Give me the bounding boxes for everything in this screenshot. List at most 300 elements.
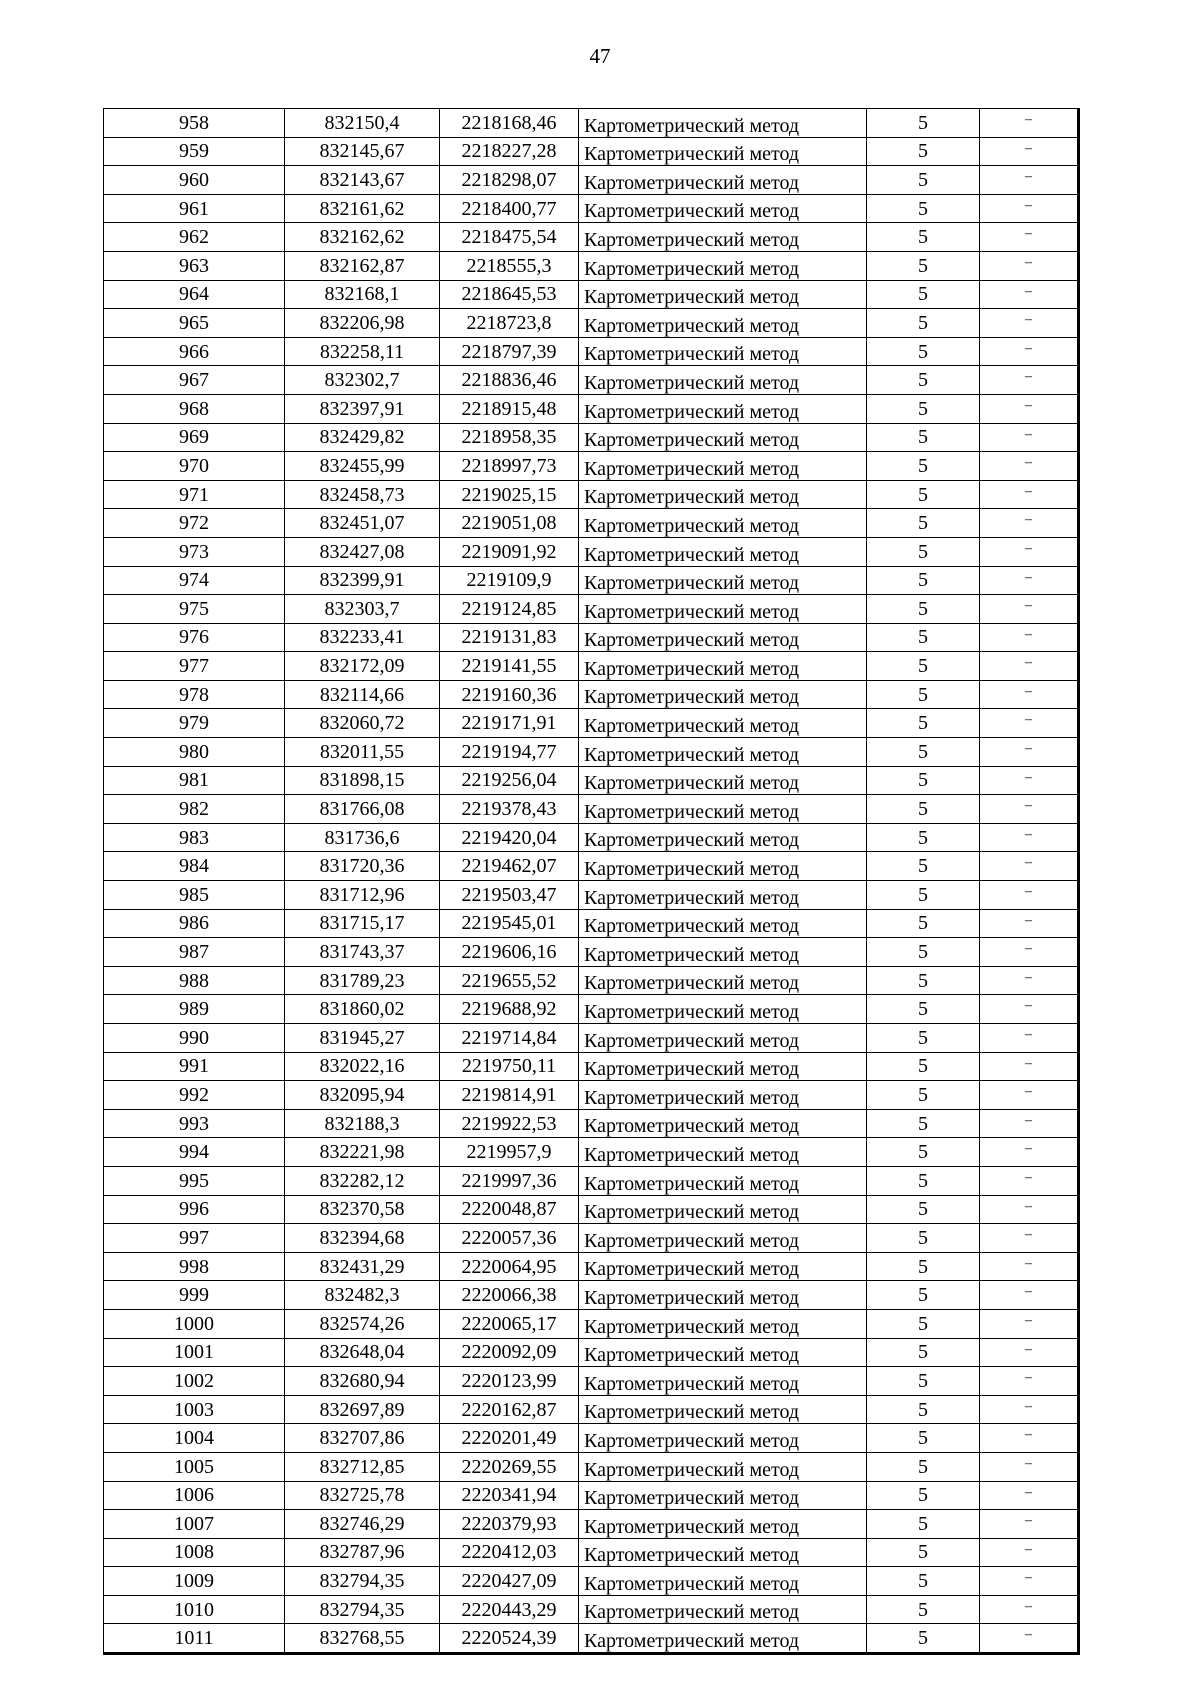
point-number-cell: 973	[104, 537, 285, 566]
method-cell: Картометрический метод	[579, 1309, 867, 1338]
y-coordinate-cell: 2218227,28	[440, 137, 579, 166]
precision-cell: 5	[867, 537, 980, 566]
y-coordinate-cell: 2219171,91	[440, 709, 579, 738]
description-cell: –	[980, 337, 1079, 366]
method-cell: Картометрический метод	[579, 337, 867, 366]
y-coordinate-cell: 2219462,07	[440, 852, 579, 881]
y-coordinate-cell: 2219750,11	[440, 1052, 579, 1081]
table-row	[104, 1595, 1079, 1624]
description-cell: –	[980, 995, 1079, 1024]
description-cell: –	[980, 1081, 1079, 1110]
method-cell: Картометрический метод	[579, 795, 867, 824]
point-number-cell: 1003	[104, 1395, 285, 1424]
y-coordinate-cell: 2219922,53	[440, 1109, 579, 1138]
precision-cell: 5	[867, 1052, 980, 1081]
y-coordinate-cell: 2220524,39	[440, 1624, 579, 1654]
y-coordinate-cell: 2219606,16	[440, 938, 579, 967]
precision-cell: 5	[867, 595, 980, 624]
table-row	[104, 1052, 1079, 1081]
table-row	[104, 881, 1079, 910]
point-number-cell: 988	[104, 966, 285, 995]
method-cell: Картометрический метод	[579, 738, 867, 767]
description-cell: –	[980, 652, 1079, 681]
point-number-cell: 1007	[104, 1510, 285, 1539]
point-number-cell: 982	[104, 795, 285, 824]
point-number-cell: 998	[104, 1252, 285, 1281]
x-coordinate-cell: 832011,55	[285, 738, 440, 767]
x-coordinate-cell: 832429,82	[285, 423, 440, 452]
method-cell: Картометрический метод	[579, 1195, 867, 1224]
point-number-cell: 958	[104, 109, 285, 138]
description-cell: –	[980, 1595, 1079, 1624]
precision-cell: 5	[867, 1138, 980, 1167]
y-coordinate-cell: 2220065,17	[440, 1309, 579, 1338]
precision-cell: 5	[867, 909, 980, 938]
description-cell: –	[980, 309, 1079, 338]
table-row	[104, 995, 1079, 1024]
table-row	[104, 766, 1079, 795]
description-cell: –	[980, 194, 1079, 223]
x-coordinate-cell: 831945,27	[285, 1024, 440, 1053]
table-row	[104, 394, 1079, 423]
precision-cell: 5	[867, 1195, 980, 1224]
method-cell: Картометрический метод	[579, 1338, 867, 1367]
y-coordinate-cell: 2219957,9	[440, 1138, 579, 1167]
description-cell: –	[980, 1481, 1079, 1510]
method-cell: Картометрический метод	[579, 280, 867, 309]
y-coordinate-cell: 2218997,73	[440, 452, 579, 481]
x-coordinate-cell: 831789,23	[285, 966, 440, 995]
method-cell: Картометрический метод	[579, 480, 867, 509]
x-coordinate-cell: 832161,62	[285, 194, 440, 223]
table-row	[104, 1538, 1079, 1567]
point-number-cell: 974	[104, 566, 285, 595]
method-cell: Картометрический метод	[579, 194, 867, 223]
precision-cell: 5	[867, 452, 980, 481]
precision-cell: 5	[867, 166, 980, 195]
point-number-cell: 996	[104, 1195, 285, 1224]
description-cell: –	[980, 1395, 1079, 1424]
point-number-cell: 969	[104, 423, 285, 452]
y-coordinate-cell: 2219124,85	[440, 595, 579, 624]
description-cell: –	[980, 852, 1079, 881]
x-coordinate-cell: 832399,91	[285, 566, 440, 595]
page-number: 47	[589, 44, 611, 68]
table-row	[104, 1195, 1079, 1224]
y-coordinate-cell: 2219194,77	[440, 738, 579, 767]
method-cell: Картометрический метод	[579, 1452, 867, 1481]
table-row	[104, 423, 1079, 452]
x-coordinate-cell: 832712,85	[285, 1452, 440, 1481]
method-cell: Картометрический метод	[579, 938, 867, 967]
x-coordinate-cell: 831860,02	[285, 995, 440, 1024]
point-number-cell: 984	[104, 852, 285, 881]
table-row	[104, 680, 1079, 709]
method-cell: Картометрический метод	[579, 766, 867, 795]
description-cell: –	[980, 1281, 1079, 1310]
x-coordinate-cell: 832206,98	[285, 309, 440, 338]
point-number-cell: 959	[104, 137, 285, 166]
table-row	[104, 1109, 1079, 1138]
table-row	[104, 1224, 1079, 1253]
precision-cell: 5	[867, 1224, 980, 1253]
table-row	[104, 566, 1079, 595]
point-number-cell: 977	[104, 652, 285, 681]
x-coordinate-cell: 832397,91	[285, 394, 440, 423]
table-row	[104, 137, 1079, 166]
method-cell: Картометрический метод	[579, 1624, 867, 1654]
y-coordinate-cell: 2219545,01	[440, 909, 579, 938]
table-row	[104, 1567, 1079, 1596]
method-cell: Картометрический метод	[579, 452, 867, 481]
point-number-cell: 962	[104, 223, 285, 252]
y-coordinate-cell: 2219141,55	[440, 652, 579, 681]
precision-cell: 5	[867, 309, 980, 338]
precision-cell: 5	[867, 795, 980, 824]
y-coordinate-cell: 2220379,93	[440, 1510, 579, 1539]
point-number-cell: 991	[104, 1052, 285, 1081]
table-row	[104, 1024, 1079, 1053]
x-coordinate-cell: 832162,87	[285, 251, 440, 280]
x-coordinate-cell: 832794,35	[285, 1595, 440, 1624]
precision-cell: 5	[867, 194, 980, 223]
description-cell: –	[980, 1166, 1079, 1195]
table-row	[104, 595, 1079, 624]
precision-cell: 5	[867, 394, 980, 423]
method-cell: Картометрический метод	[579, 166, 867, 195]
table-row	[104, 1481, 1079, 1510]
y-coordinate-cell: 2218475,54	[440, 223, 579, 252]
y-coordinate-cell: 2220092,09	[440, 1338, 579, 1367]
precision-cell: 5	[867, 223, 980, 252]
table-row	[104, 1424, 1079, 1453]
method-cell: Картометрический метод	[579, 537, 867, 566]
x-coordinate-cell: 832302,7	[285, 366, 440, 395]
x-coordinate-cell: 832482,3	[285, 1281, 440, 1310]
table-row	[104, 1452, 1079, 1481]
description-cell: –	[980, 938, 1079, 967]
x-coordinate-cell: 832648,04	[285, 1338, 440, 1367]
description-cell: –	[980, 795, 1079, 824]
precision-cell: 5	[867, 680, 980, 709]
point-number-cell: 960	[104, 166, 285, 195]
precision-cell: 5	[867, 1395, 980, 1424]
description-cell: –	[980, 109, 1079, 138]
method-cell: Картометрический метод	[579, 595, 867, 624]
x-coordinate-cell: 832427,08	[285, 537, 440, 566]
point-number-cell: 1010	[104, 1595, 285, 1624]
y-coordinate-cell: 2218168,46	[440, 109, 579, 138]
point-number-cell: 970	[104, 452, 285, 481]
precision-cell: 5	[867, 1081, 980, 1110]
y-coordinate-cell: 2219091,92	[440, 537, 579, 566]
precision-cell: 5	[867, 1367, 980, 1396]
point-number-cell: 990	[104, 1024, 285, 1053]
point-number-cell: 1002	[104, 1367, 285, 1396]
method-cell: Картометрический метод	[579, 1510, 867, 1539]
table-row	[104, 537, 1079, 566]
description-cell: –	[980, 452, 1079, 481]
description-cell: –	[980, 1138, 1079, 1167]
method-cell: Картометрический метод	[579, 1052, 867, 1081]
description-cell: –	[980, 1252, 1079, 1281]
description-cell: –	[980, 480, 1079, 509]
table-row	[104, 280, 1079, 309]
method-cell: Картометрический метод	[579, 137, 867, 166]
description-cell: –	[980, 566, 1079, 595]
table-row	[104, 909, 1079, 938]
y-coordinate-cell: 2219503,47	[440, 881, 579, 910]
description-cell: –	[980, 1195, 1079, 1224]
y-coordinate-cell: 2218645,53	[440, 280, 579, 309]
table-row	[104, 166, 1079, 195]
description-cell: –	[980, 423, 1079, 452]
coordinates-table	[103, 108, 1080, 1655]
description-cell: –	[980, 166, 1079, 195]
y-coordinate-cell: 2218797,39	[440, 337, 579, 366]
y-coordinate-cell: 2219109,9	[440, 566, 579, 595]
method-cell: Картометрический метод	[579, 623, 867, 652]
method-cell: Картометрический метод	[579, 1281, 867, 1310]
precision-cell: 5	[867, 709, 980, 738]
precision-cell: 5	[867, 652, 980, 681]
precision-cell: 5	[867, 251, 980, 280]
y-coordinate-cell: 2218958,35	[440, 423, 579, 452]
x-coordinate-cell: 832162,62	[285, 223, 440, 252]
precision-cell: 5	[867, 1252, 980, 1281]
precision-cell: 5	[867, 1567, 980, 1596]
method-cell: Картометрический метод	[579, 309, 867, 338]
precision-cell: 5	[867, 509, 980, 538]
method-cell: Картометрический метод	[579, 1081, 867, 1110]
y-coordinate-cell: 2220066,38	[440, 1281, 579, 1310]
y-coordinate-cell: 2218836,46	[440, 366, 579, 395]
point-number-cell: 994	[104, 1138, 285, 1167]
precision-cell: 5	[867, 1166, 980, 1195]
precision-cell: 5	[867, 337, 980, 366]
y-coordinate-cell: 2219051,08	[440, 509, 579, 538]
x-coordinate-cell: 832768,55	[285, 1624, 440, 1654]
x-coordinate-cell: 832455,99	[285, 452, 440, 481]
point-number-cell: 992	[104, 1081, 285, 1110]
precision-cell: 5	[867, 1024, 980, 1053]
description-cell: –	[980, 366, 1079, 395]
description-cell: –	[980, 1624, 1079, 1654]
y-coordinate-cell: 2219814,91	[440, 1081, 579, 1110]
x-coordinate-cell: 832794,35	[285, 1567, 440, 1596]
point-number-cell: 976	[104, 623, 285, 652]
description-cell: –	[980, 909, 1079, 938]
description-cell: –	[980, 738, 1079, 767]
point-number-cell: 981	[104, 766, 285, 795]
description-cell: –	[980, 280, 1079, 309]
precision-cell: 5	[867, 852, 980, 881]
description-cell: –	[980, 394, 1079, 423]
method-cell: Картометрический метод	[579, 1538, 867, 1567]
table-row	[104, 251, 1079, 280]
table-row	[104, 1309, 1079, 1338]
point-number-cell: 1001	[104, 1338, 285, 1367]
y-coordinate-cell: 2220427,09	[440, 1567, 579, 1596]
x-coordinate-cell: 832095,94	[285, 1081, 440, 1110]
precision-cell: 5	[867, 1538, 980, 1567]
point-number-cell: 972	[104, 509, 285, 538]
y-coordinate-cell: 2218915,48	[440, 394, 579, 423]
x-coordinate-cell: 832303,7	[285, 595, 440, 624]
precision-cell: 5	[867, 1510, 980, 1539]
table-row	[104, 709, 1079, 738]
method-cell: Картометрический метод	[579, 1138, 867, 1167]
point-number-cell: 968	[104, 394, 285, 423]
method-cell: Картометрический метод	[579, 966, 867, 995]
precision-cell: 5	[867, 480, 980, 509]
method-cell: Картометрический метод	[579, 1367, 867, 1396]
point-number-cell: 965	[104, 309, 285, 338]
x-coordinate-cell: 832282,12	[285, 1166, 440, 1195]
precision-cell: 5	[867, 966, 980, 995]
table-body	[104, 109, 1079, 1654]
point-number-cell: 983	[104, 823, 285, 852]
method-cell: Картометрический метод	[579, 223, 867, 252]
x-coordinate-cell: 831766,08	[285, 795, 440, 824]
description-cell: –	[980, 1367, 1079, 1396]
method-cell: Картометрический метод	[579, 394, 867, 423]
method-cell: Картометрический метод	[579, 1024, 867, 1053]
precision-cell: 5	[867, 1338, 980, 1367]
x-coordinate-cell: 832680,94	[285, 1367, 440, 1396]
method-cell: Картометрический метод	[579, 881, 867, 910]
description-cell: –	[980, 766, 1079, 795]
precision-cell: 5	[867, 1624, 980, 1654]
table-row	[104, 1081, 1079, 1110]
table-row	[104, 366, 1079, 395]
point-number-cell: 999	[104, 1281, 285, 1310]
precision-cell: 5	[867, 1452, 980, 1481]
description-cell: –	[980, 966, 1079, 995]
x-coordinate-cell: 832221,98	[285, 1138, 440, 1167]
method-cell: Картометрический метод	[579, 709, 867, 738]
x-coordinate-cell: 832746,29	[285, 1510, 440, 1539]
table-row	[104, 480, 1079, 509]
table-row	[104, 452, 1079, 481]
description-cell: –	[980, 623, 1079, 652]
y-coordinate-cell: 2220412,03	[440, 1538, 579, 1567]
point-number-cell: 1011	[104, 1624, 285, 1654]
precision-cell: 5	[867, 1109, 980, 1138]
point-number-cell: 980	[104, 738, 285, 767]
description-cell: –	[980, 881, 1079, 910]
point-number-cell: 985	[104, 881, 285, 910]
point-number-cell: 997	[104, 1224, 285, 1253]
point-number-cell: 1008	[104, 1538, 285, 1567]
x-coordinate-cell: 832451,07	[285, 509, 440, 538]
point-number-cell: 964	[104, 280, 285, 309]
description-cell: –	[980, 1567, 1079, 1596]
y-coordinate-cell: 2219655,52	[440, 966, 579, 995]
precision-cell: 5	[867, 1309, 980, 1338]
table-row	[104, 938, 1079, 967]
y-coordinate-cell: 2220341,94	[440, 1481, 579, 1510]
description-cell: –	[980, 537, 1079, 566]
table-row	[104, 738, 1079, 767]
y-coordinate-cell: 2219160,36	[440, 680, 579, 709]
method-cell: Картометрический метод	[579, 1395, 867, 1424]
description-cell: –	[980, 1109, 1079, 1138]
table-row	[104, 194, 1079, 223]
description-cell: –	[980, 595, 1079, 624]
x-coordinate-cell: 831715,17	[285, 909, 440, 938]
table-row	[104, 1138, 1079, 1167]
point-number-cell: 966	[104, 337, 285, 366]
y-coordinate-cell: 2218555,3	[440, 251, 579, 280]
y-coordinate-cell: 2219131,83	[440, 623, 579, 652]
point-number-cell: 1009	[104, 1567, 285, 1596]
x-coordinate-cell: 831712,96	[285, 881, 440, 910]
description-cell: –	[980, 1452, 1079, 1481]
precision-cell: 5	[867, 109, 980, 138]
method-cell: Картометрический метод	[579, 566, 867, 595]
y-coordinate-cell: 2219688,92	[440, 995, 579, 1024]
table-row	[104, 823, 1079, 852]
table-row	[104, 509, 1079, 538]
method-cell: Картометрический метод	[579, 995, 867, 1024]
x-coordinate-cell: 832143,67	[285, 166, 440, 195]
point-number-cell: 971	[104, 480, 285, 509]
x-coordinate-cell: 832022,16	[285, 1052, 440, 1081]
description-cell: –	[980, 1510, 1079, 1539]
precision-cell: 5	[867, 280, 980, 309]
method-cell: Картометрический метод	[579, 1252, 867, 1281]
table-row	[104, 966, 1079, 995]
y-coordinate-cell: 2220123,99	[440, 1367, 579, 1396]
description-cell: –	[980, 137, 1079, 166]
table-row	[104, 652, 1079, 681]
precision-cell: 5	[867, 881, 980, 910]
method-cell: Картометрический метод	[579, 1481, 867, 1510]
y-coordinate-cell: 2219420,04	[440, 823, 579, 852]
point-number-cell: 975	[104, 595, 285, 624]
point-number-cell: 1006	[104, 1481, 285, 1510]
x-coordinate-cell: 832697,89	[285, 1395, 440, 1424]
table-row	[104, 1510, 1079, 1539]
description-cell: –	[980, 680, 1079, 709]
table-row	[104, 337, 1079, 366]
method-cell: Картометрический метод	[579, 823, 867, 852]
y-coordinate-cell: 2220443,29	[440, 1595, 579, 1624]
x-coordinate-cell: 832574,26	[285, 1309, 440, 1338]
x-coordinate-cell: 832394,68	[285, 1224, 440, 1253]
x-coordinate-cell: 832150,4	[285, 109, 440, 138]
method-cell: Картометрический метод	[579, 680, 867, 709]
point-number-cell: 989	[104, 995, 285, 1024]
precision-cell: 5	[867, 623, 980, 652]
table-row	[104, 1395, 1079, 1424]
description-cell: –	[980, 1338, 1079, 1367]
description-cell: –	[980, 1052, 1079, 1081]
precision-cell: 5	[867, 995, 980, 1024]
y-coordinate-cell: 2218723,8	[440, 309, 579, 338]
description-cell: –	[980, 509, 1079, 538]
x-coordinate-cell: 832458,73	[285, 480, 440, 509]
x-coordinate-cell: 832787,96	[285, 1538, 440, 1567]
y-coordinate-cell: 2220162,87	[440, 1395, 579, 1424]
point-number-cell: 995	[104, 1166, 285, 1195]
y-coordinate-cell: 2220057,36	[440, 1224, 579, 1253]
x-coordinate-cell: 832370,58	[285, 1195, 440, 1224]
table-row	[104, 795, 1079, 824]
point-number-cell: 978	[104, 680, 285, 709]
y-coordinate-cell: 2220269,55	[440, 1452, 579, 1481]
